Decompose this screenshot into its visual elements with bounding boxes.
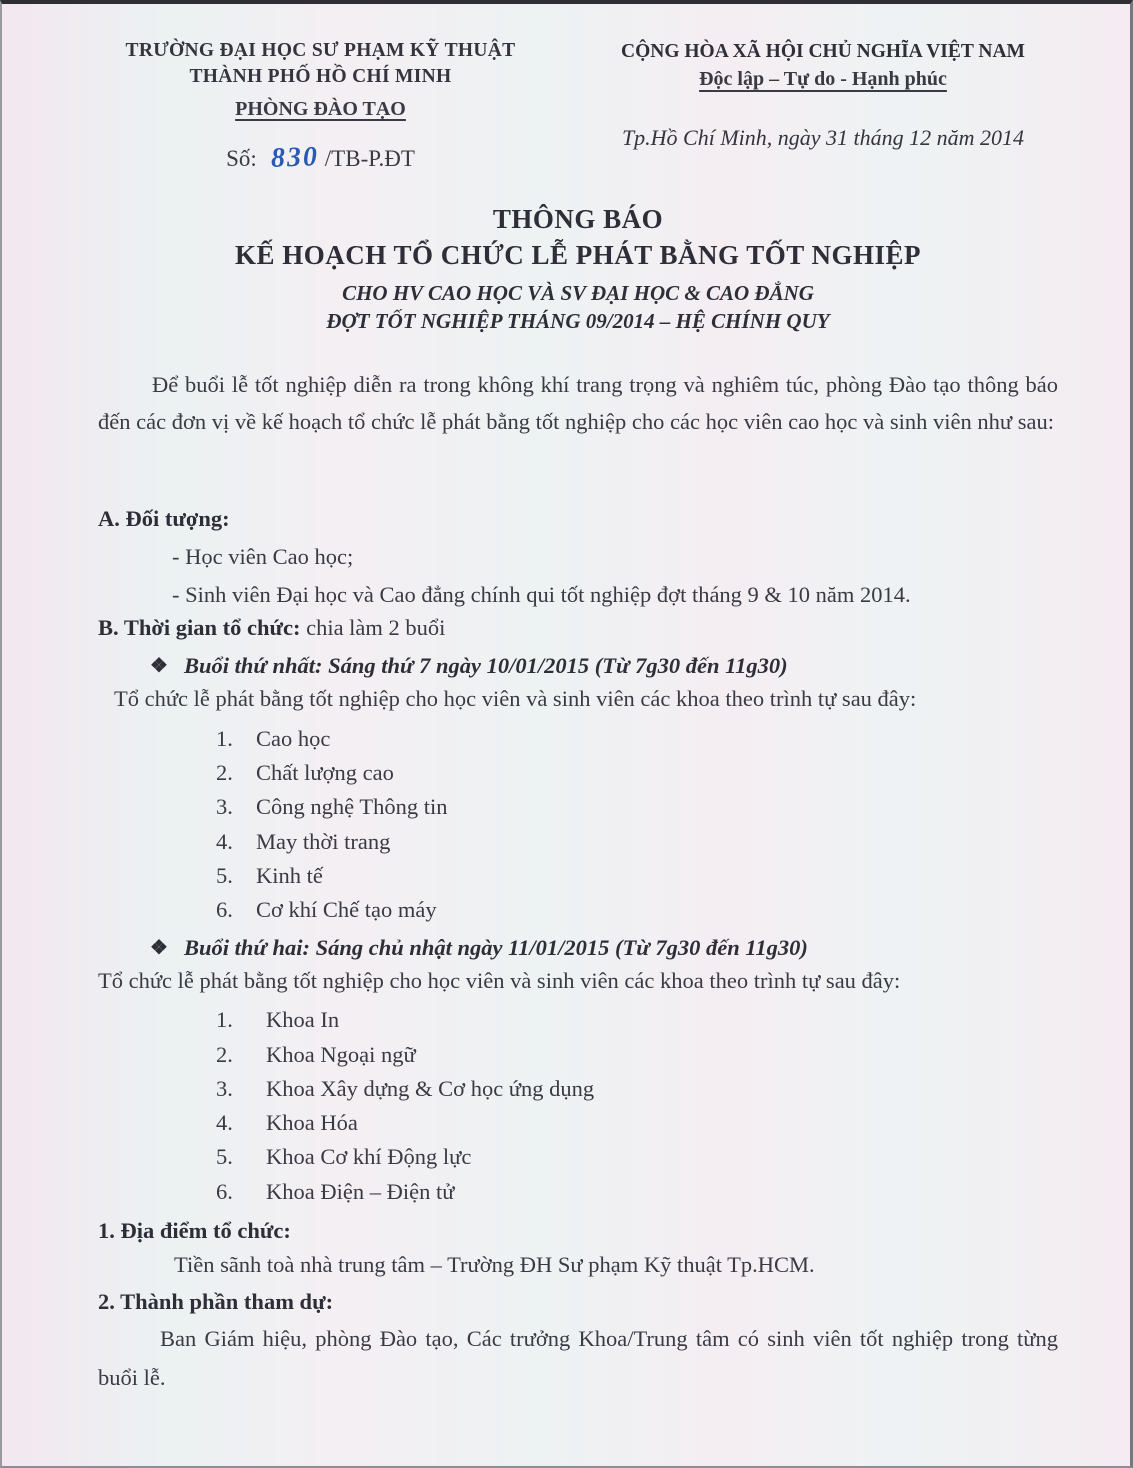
section-venue-heading: 1. Địa điểm tổ chức: [98, 1217, 291, 1243]
list-item-number: 6. [216, 1178, 233, 1204]
list-item [216, 1038, 1058, 1071]
issuing-org-block [98, 38, 543, 176]
session-2-heading-text: Buổi thứ hai: Sáng chủ nhật ngày 11/01/2015 (Từ 7g30 đến 11g30) [183, 934, 808, 960]
session-2 [98, 935, 1058, 1208]
list-item [216, 790, 1058, 823]
document-title-block [98, 202, 1058, 335]
section-a-item: - Sinh viên Đại học và Cao đẳng chính qui tốt nghiệp đợt tháng 9 & 10 năm 2014. [172, 581, 911, 607]
document-header [98, 38, 1058, 176]
list-item-number: 4. [216, 828, 233, 854]
section-b-heading-suffix: chia làm 2 buổi [306, 615, 446, 641]
section-b-heading-bold: B. Thời gian tổ chức: [98, 615, 301, 641]
list-item-label: Chất lượng cao [256, 760, 394, 786]
session-2-intro: Tổ chức lễ phát bằng tốt nghiệp cho học viên và sinh viên các khoa theo trình tự sau đây: [98, 967, 901, 993]
list-item [216, 1175, 1058, 1208]
section-participants-heading: 2. Thành phần tham dự: [98, 1288, 334, 1314]
list-item-label: Khoa In [266, 1007, 340, 1033]
list-item-number: 3. [216, 794, 233, 820]
list-item [216, 825, 1058, 858]
participants-text: Ban Giám hiệu, phòng Đào tạo, Các trưởng Khoa/Trung tâm có sinh viên tốt nghiệp trong từng buổi lễ. [98, 1326, 1058, 1391]
list-item [216, 722, 1058, 755]
list-item-label: Kinh tế [256, 862, 323, 888]
list-item-label: May thời trang [256, 828, 391, 854]
list-item-number: 1. [216, 725, 233, 751]
list-item [216, 756, 1058, 789]
list-item-number: 5. [216, 862, 233, 888]
national-motto: Độc lập – Tự do - Hạnh phúc [699, 68, 947, 91]
session-1-list [216, 722, 1058, 927]
session-2-heading [150, 935, 1058, 961]
title-announcement: THÔNG BÁO [492, 204, 664, 235]
list-item-label: Khoa Ngoại ngữ [266, 1041, 416, 1067]
section-a [98, 502, 1058, 611]
list-item [216, 1140, 1058, 1173]
list-item [216, 1003, 1058, 1036]
document-number-handwritten: 830 [270, 140, 320, 174]
list-item [216, 1106, 1058, 1139]
session-2-list [216, 1003, 1058, 1208]
list-item-number: 6. [216, 897, 233, 923]
document-number [98, 139, 543, 177]
list-item-number: 3. [216, 1075, 233, 1101]
list-item-label: Khoa Điện – Điện tử [266, 1178, 455, 1204]
list-item-number: 4. [216, 1110, 233, 1136]
title-plan: KẾ HOẠCH TỔ CHỨC LỄ PHÁT BẰNG TỐT NGHIỆP [234, 239, 922, 270]
national-header-block [588, 38, 1058, 154]
list-item-label: Khoa Xây dựng & Cơ học ứng dụng [266, 1075, 595, 1101]
venue-text: Tiền sãnh toà nhà trung tâm – Trường ĐH Sư phạm Kỹ thuật Tp.HCM. [174, 1251, 815, 1277]
org-name-line2: THÀNH PHỐ HỒ CHÍ MINH [189, 66, 452, 88]
list-item [216, 1072, 1058, 1105]
session-1-heading [150, 653, 1058, 679]
section-a-heading: A. Đối tượng: [98, 506, 230, 532]
section-participants [98, 1285, 1058, 1398]
section-b [98, 611, 1058, 1208]
list-item [216, 859, 1058, 892]
list-item-label: Khoa Cơ khí Động lực [266, 1144, 472, 1170]
section-a-item: - Học viên Cao học; [172, 543, 354, 569]
org-department-wrap [98, 91, 543, 123]
session-1 [98, 653, 1058, 926]
org-department: PHÒNG ĐÀO TẠO [235, 97, 406, 120]
session-1-heading-text: Buổi thứ nhất: Sáng thứ 7 ngày 10/01/2015 (Từ 7g30 đến 11g30) [183, 653, 788, 679]
list-item [216, 893, 1058, 926]
section-b-heading [98, 611, 1058, 645]
session-1-intro: Tổ chức lễ phát bằng tốt nghiệp cho học viên và sinh viên các khoa theo trình tự sau đây: [114, 686, 917, 712]
list-item-label: Khoa Hóa [266, 1110, 358, 1136]
date-line: Tp.Hồ Chí Minh, ngày 31 tháng 12 năm 2014 [621, 125, 1025, 151]
motto-wrap [588, 65, 1058, 93]
diamond-bullet-icon: ❖ [150, 655, 168, 678]
list-item-number: 2. [216, 760, 233, 786]
title-audience: CHO HV CAO HỌC VÀ SV ĐẠI HỌC & CAO ĐẲNG [342, 280, 814, 305]
section-venue [98, 1214, 1058, 1283]
list-item-label: Cao học [256, 725, 331, 751]
title-term: ĐỢT TỐT NGHIỆP THÁNG 09/2014 – HỆ CHÍNH QUY [326, 308, 830, 333]
list-item-label: Công nghệ Thông tin [256, 794, 448, 820]
diamond-bullet-icon: ❖ [150, 936, 168, 959]
list-item-label: Cơ khí Chế tạo máy [256, 897, 437, 923]
org-name-line1: TRƯỜNG ĐẠI HỌC SƯ PHẠM KỸ THUẬT [125, 40, 516, 61]
republic-name: CỘNG HÒA XÃ HỘI CHỦ NGHĨA VIỆT NAM [621, 41, 1025, 62]
list-item-number: 2. [216, 1041, 233, 1067]
document-number-label: Số: [226, 145, 257, 171]
list-item-number: 5. [216, 1144, 233, 1170]
intro-paragraph: Để buổi lễ tốt nghiệp diễn ra trong không khí trang trọng và nghiêm túc, phòng Đào tạo thông báo đến các đơn vị về kế hoạch tổ chức lễ phát bằng tốt nghiệp cho các học viên cao học và sinh viên như sau: [98, 372, 1058, 434]
list-item-number: 1. [216, 1007, 233, 1033]
document-number-suffix: /TB-P.ĐT [324, 145, 415, 171]
